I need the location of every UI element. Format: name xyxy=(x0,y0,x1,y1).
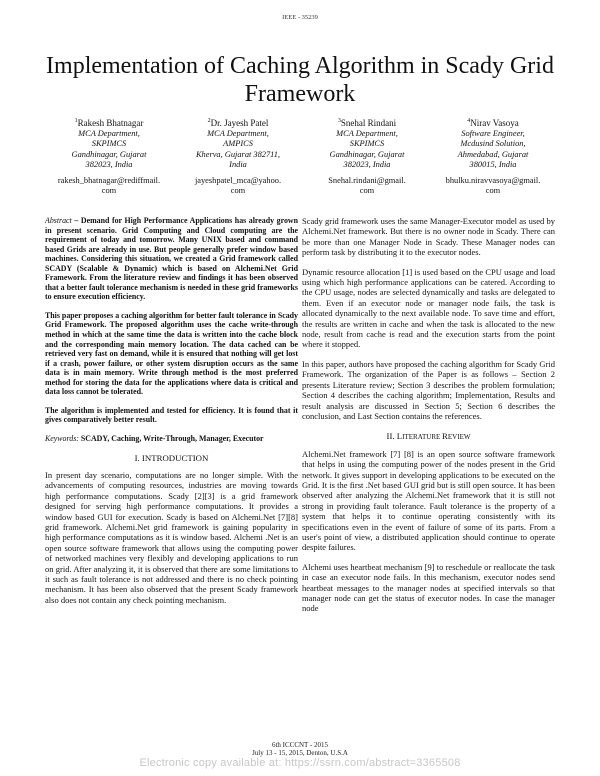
right-column xyxy=(302,216,555,614)
author-affiliation-line: India xyxy=(229,159,247,169)
intro-paragraph: In present day scenario, computations are no longer simple. With the advancements of computing resources, industries are moving towards high performance computations. Scady [2][3] is a grid framework designed for serving high performance computations. It provides a window based GUI for execution. Scady is based on Alchemi.Net [7][8] grid framework. Alchemi.Net grid framework is gaining popularity in high performance computations as it is window based. Alchemi .Net is an open source software framework that allows using the computing power of networked machines very flexibly and developing applications to run on grid. After analyzing it, it is observed that there are some limitations to it such as fault tolerance is not addressed and there is no check pointing mechanism. It has been also observed that the present Scady framework also does not contain any check pointing mechanism. xyxy=(45,469,298,605)
author-affiliation-line: Software Engineer, xyxy=(461,129,525,139)
author-affiliation-line: MCA Department, xyxy=(207,129,269,139)
author-affiliation-line: Kherva, Gujarat 382711, xyxy=(195,149,281,159)
author-block-2 xyxy=(173,118,303,196)
paper-title: Implementation of Caching Algorithm in Scady Grid Framework xyxy=(46,53,554,107)
author-block-4 xyxy=(428,118,558,196)
author-name: $^4$Nirav Vasoya xyxy=(467,118,519,128)
author-name: $^2$Dr. Jayesh Patel xyxy=(207,118,269,128)
ssrn-watermark[interactable]: Electronic copy available at: https://ssrn.com/abstract=3365508 xyxy=(139,757,461,769)
author-affiliation-line: MCA Department, xyxy=(336,129,398,139)
author-name: $^3$Snehal Rindani xyxy=(337,118,397,128)
conference-id: IEEE - 35239 xyxy=(282,14,318,21)
author-affiliation-line: SKPIMCS xyxy=(349,139,385,149)
left-column xyxy=(45,216,298,605)
author-affiliation-line: AMPICS xyxy=(223,139,253,149)
author-affiliation-line: Mcdusind Solution, xyxy=(460,139,526,149)
literature-paragraph-1: Alchemi.Net framework [7] [8] is an open source software framework that helps in using the computing power of the nodes present in the Grid network. It gives support in developing applications to be executed on the Grid. It is the first .Net based GUI grid but is still open source. It has been observed after analyzing the Alchemi.Net framework that it is still not strong in providing fault tolerance. Fault tolerance is the property of a system that helps it to continue operating consistently with its specifications even in the event of failure of some of its parts. From a user's point of view, a distributed application should continue to operate despite failures. xyxy=(302,448,555,553)
author-email: rakesh_bhatnagar@rediffmail. com xyxy=(57,176,161,196)
author-affiliation-line: 382023, India xyxy=(85,159,133,169)
author-affiliation-line: Ahmedabad, Gujarat xyxy=(457,149,529,159)
author-affiliation-line: Gandhinagar, Gujarat xyxy=(71,149,147,159)
body-paragraph: In this paper, authors have proposed the caching algorithm for Scady Grid Framework. The organization of the Paper is as follows – Section 2 presents Literature review; Section 3 describes the problem formulation; Section 4 describes the caching algorithm; Implementation, Results and result analysis are discussed in Section 5; Section 6 describes the conclusion, and Last Section contains the references. xyxy=(302,358,555,421)
author-affiliation-line: SKPIMCS xyxy=(91,139,127,149)
section-heading-literature-review: II. LITERATURE REVIEW xyxy=(386,431,471,442)
author-affiliation-line: 380015, India xyxy=(469,159,517,169)
abstract-paragraph-3: The algorithm is implemented and tested for efficiency. It is found that it gives comparatively better result. xyxy=(45,405,298,425)
keywords: Keywords: SCADY, Caching, Write-Through, Manager, Executor xyxy=(45,433,264,443)
author-affiliation-line: 382023, India xyxy=(343,159,391,169)
author-email: bhulku.niravvasoya@gmail. com xyxy=(445,176,541,196)
footer-conference: 6th ICCCNT - 2015 xyxy=(271,741,329,749)
abstract-paragraph-1: Abstract – Demand for High Performance Applications has already grown in present scenario. Grid Computing and Cloud computing are the requirement of today and tomorrow. Many UNIX based and command based Grids are already in use. But people generally prefer window based machines. Considering this situation, we created a Grid framework called SCADY (Scalable & Dynamic) which is based on Alchemi.Net Grid Framework. From the literature review and findings it has been observed that a better fault tolerance mechanism is needed in these grid frameworks to ensure execution efficiency. xyxy=(45,216,298,302)
footer-dates: July 13 - 15, 2015, Denton, U.S.A xyxy=(252,749,348,757)
author-block-1 xyxy=(44,118,174,196)
author-affiliation-line: Gandhinagar, Gujarat xyxy=(329,149,405,159)
author-affiliation-line: MCA Department, xyxy=(78,129,140,139)
abstract-paragraph-2: This paper proposes a caching algorithm for better fault tolerance in Scady Grid Framework. The proposed algorithm uses the cache write-through method in which at the same time the data is written into the cache block and the corresponding main memory location. The data cached can be retrieved very fast on demand, while it is ensured that nothing will get lost if a crash, power failure, or other system disruption occurs as the same data is in main memory. Write through method is the most preferred method for storing the data for the applications where data is critical and data loss cannot be tolerated. xyxy=(45,310,298,397)
author-block-3 xyxy=(302,118,432,196)
section-heading-introduction: I. INTRODUCTION xyxy=(134,453,209,464)
body-paragraph: Scady grid framework uses the same Manager-Executor model as used by Alchemi.Net framework. But there is no owner node in Scady. There can be more than one Manager Node in Scady. These Manager nodes can perform task by distributing it to the executor nodes. xyxy=(302,216,555,258)
body-paragraph: Dynamic resource allocation [1] is used based on the CPU usage and load using which high performance applications can be catered. According to the CPU usage, nodes are selected dynamically and tasks are delegated to them. Even if an executor node or manager node fails, the task is allocated dynamically to the next available node. To save time and effort, the results are written in cache and when the task is allocated to the new node, result from cache is read and the execution starts from the point where it stopped. xyxy=(302,266,555,350)
author-name: $^1$Rakesh Bhatnagar xyxy=(74,118,144,128)
author-email: jayeshpatel_mca@yahoo. com xyxy=(194,176,282,196)
literature-paragraph-2: Alchemi uses heartbeat mechanism [9] to reschedule or reallocate the task in case an executor node fails. In this mechanism, executor nodes send heartbeat messages to the manager nodes at specified intervals so that manager node can get the status of executor nodes. In case the manager node xyxy=(302,561,555,614)
author-email: Snehal.rindani@gmail. com xyxy=(328,176,406,196)
